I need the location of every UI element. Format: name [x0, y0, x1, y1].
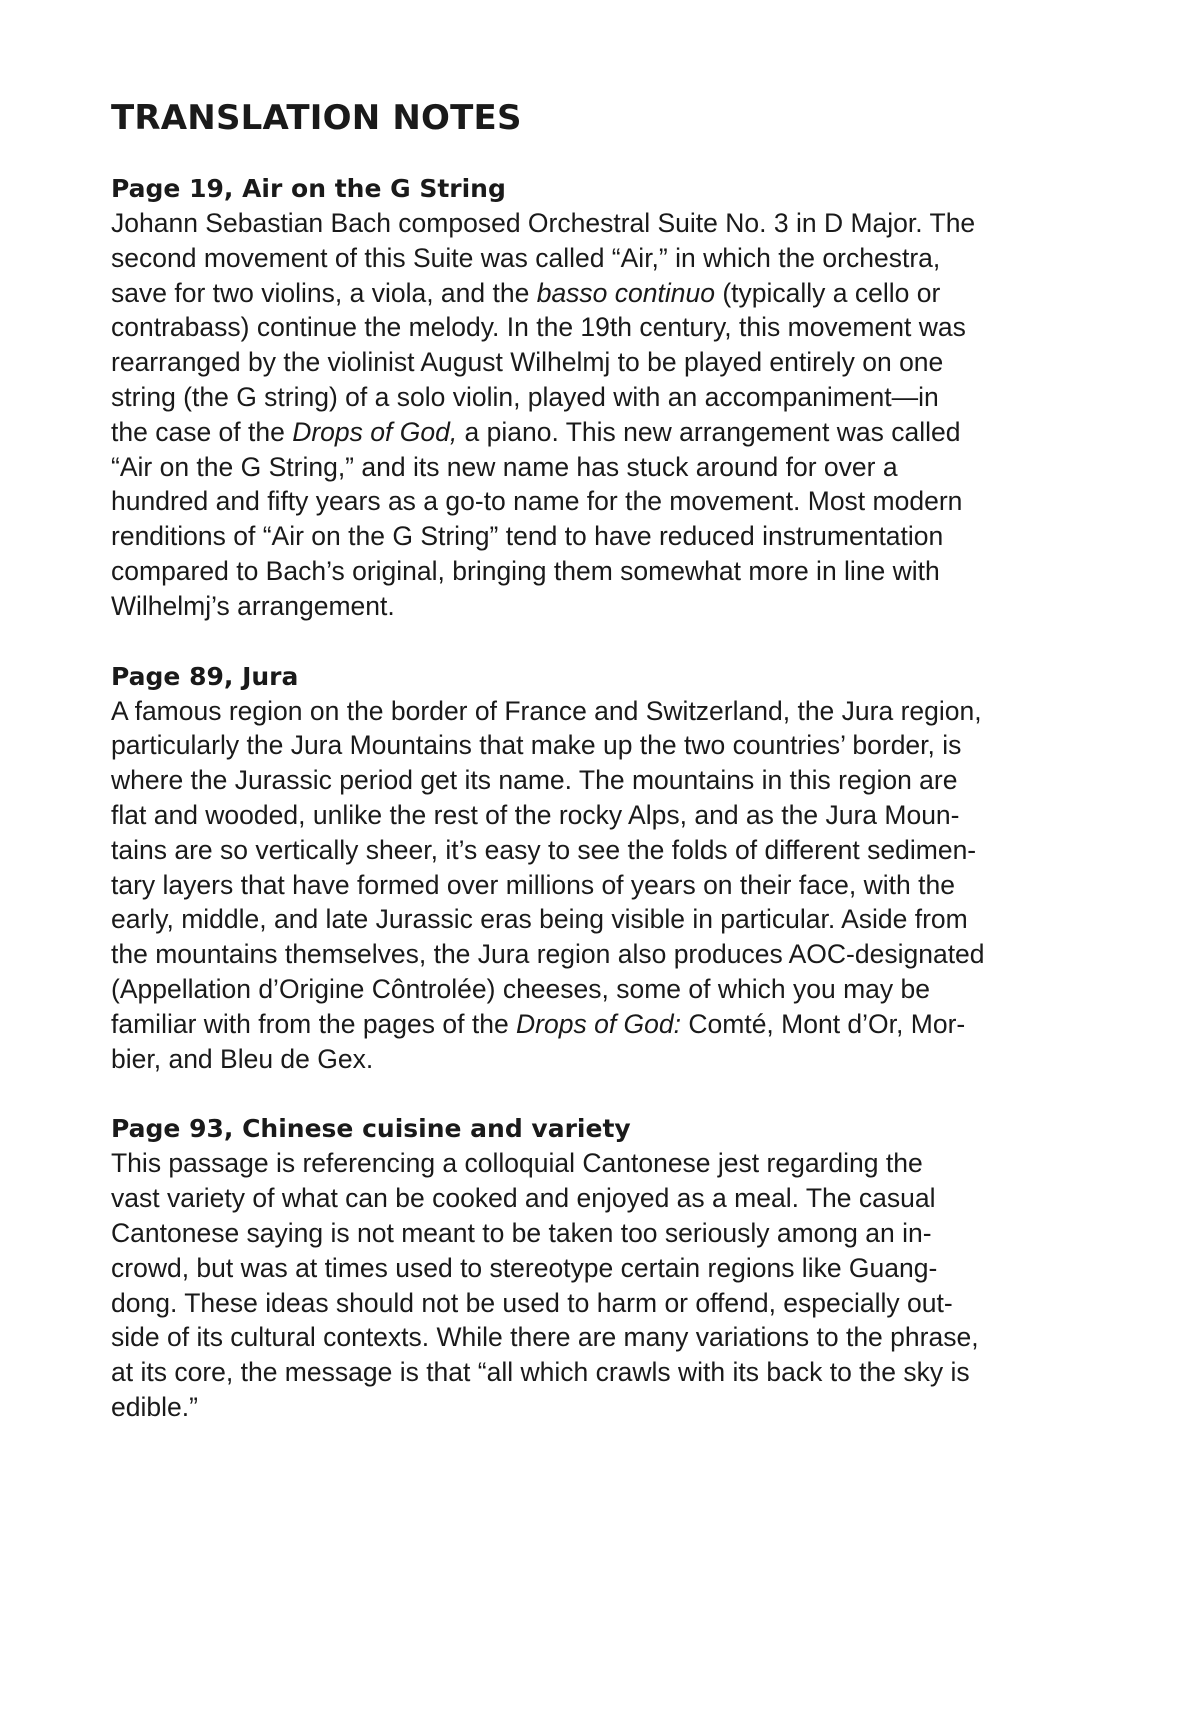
body-text: (typically a cello or: [714, 277, 941, 308]
body-text: Wilhelmj’s arrangement.: [111, 590, 395, 621]
body-text-line: [111, 450, 1111, 485]
section-body: [111, 206, 1111, 624]
body-text-line: [111, 1007, 1111, 1042]
body-text: dong. These ideas should not be used to harm or offend, especially out-: [111, 1287, 953, 1318]
body-text-line: [111, 1251, 1111, 1286]
body-text: hundred and fifty years as a go-to name for the movement. Most modern: [111, 486, 963, 517]
body-text: a piano. This new arrangement was called: [457, 416, 961, 447]
body-text-line: [111, 972, 1111, 1007]
italic-title-text: basso continuo: [536, 277, 715, 308]
body-text-line: [111, 554, 1111, 589]
section-heading: Page 19, Air on the G String: [111, 174, 506, 203]
body-text-line: [111, 276, 1111, 311]
body-text-line: [111, 1181, 1111, 1216]
body-text-line: [111, 763, 1111, 798]
body-text: Comté, Mont d’Or, Mor-: [681, 1008, 966, 1039]
body-text-line: [111, 345, 1111, 380]
body-text-line: [111, 1216, 1111, 1251]
body-text: This passage is referencing a colloquial Cantonese jest regarding the: [111, 1148, 923, 1179]
body-text-line: [111, 1042, 1111, 1077]
body-text-line: [111, 868, 1111, 903]
body-text-line: [111, 415, 1111, 450]
section-body: [111, 1146, 1111, 1424]
italic-title-text: Drops of God:: [516, 1008, 682, 1039]
body-text: tary layers that have formed over millions of years on their face, with the: [111, 869, 955, 900]
note-section-air-on-g-string: [111, 171, 1111, 624]
body-text: Johann Sebastian Bach composed Orchestral Suite No. 3 in D Major. The: [111, 208, 976, 238]
body-text: vast variety of what can be cooked and enjoyed as a meal. The casual: [111, 1183, 936, 1214]
body-text-line: [111, 380, 1111, 415]
note-section-jura: [111, 659, 1111, 1077]
body-text-line: [111, 1286, 1111, 1321]
body-text: crowd, but was at times used to stereotype certain regions like Guang-: [111, 1252, 938, 1283]
body-text-line: [111, 728, 1111, 763]
body-text: at its core, the message is that “all which crawls with its back to the sky is: [111, 1357, 970, 1388]
body-text: Cantonese saying is not meant to be taken too seriously among an in-: [111, 1217, 932, 1248]
body-text-line: [111, 1146, 1111, 1181]
body-text: bier, and Bleu de Gex.: [111, 1043, 374, 1074]
body-text-line: [111, 902, 1111, 937]
body-text: particularly the Jura Mountains that make up the two countries’ border, is: [111, 730, 962, 761]
body-text-line: [111, 694, 1111, 729]
body-text: tains are so vertically sheer, it’s easy to see the folds of different sedimen-: [111, 834, 977, 865]
body-text-line: [111, 937, 1111, 972]
page-title: TRANSLATION NOTES: [111, 98, 522, 138]
body-text: flat and wooded, unlike the rest of the rocky Alps, and as the Jura Moun-: [111, 799, 960, 830]
body-text: rearranged by the violinist August Wilhelmj to be played entirely on one: [111, 347, 944, 378]
body-text: early, middle, and late Jurassic eras being visible in particular. Aside from: [111, 904, 968, 935]
body-text: the case of the: [111, 416, 293, 447]
body-text: edible.”: [111, 1391, 198, 1422]
section-heading: Page 93, Chinese cuisine and variety: [111, 1114, 631, 1144]
body-text: contrabass) continue the melody. In the 19th century, this movement was: [111, 312, 966, 343]
body-text-line: [111, 241, 1111, 276]
body-text-line: [111, 833, 1111, 868]
body-text: second movement of this Suite was called “Air,” in which the orchestra,: [111, 242, 941, 273]
section-body: [111, 694, 1111, 1077]
note-section-chinese-cuisine: [111, 1111, 1111, 1424]
body-text: side of its cultural contexts. While there are many variations to the phrase,: [111, 1322, 979, 1353]
body-text: string (the G string) of a solo violin, played with an accompaniment—in: [111, 381, 939, 412]
document-page: [111, 96, 1111, 1460]
section-heading: Page 89, Jura: [111, 661, 299, 691]
body-text: familiar with from the pages of the: [111, 1008, 517, 1039]
body-text-line: [111, 484, 1111, 519]
italic-title-text: Drops of God,: [292, 416, 458, 447]
body-text-line: [111, 206, 1111, 241]
body-text-line: [111, 1390, 1111, 1425]
body-text: “Air on the G String,” and its new name has stuck around for over a: [111, 451, 898, 482]
body-text: (Appellation d’Origine Côntrolée) cheeses, some of which you may be: [111, 973, 930, 1004]
body-text-line: [111, 798, 1111, 833]
body-text-line: [111, 1355, 1111, 1390]
body-text-line: [111, 519, 1111, 554]
body-text: A famous region on the border of France and Switzerland, the Jura region,: [111, 695, 982, 726]
body-text: where the Jurassic period get its name. The mountains in this region are: [111, 765, 958, 796]
body-text: the mountains themselves, the Jura region also produces AOC-designated: [111, 939, 985, 970]
body-text-line: [111, 1320, 1111, 1355]
body-text-line: [111, 589, 1111, 624]
body-text-line: [111, 310, 1111, 345]
body-text: compared to Bach’s original, bringing them somewhat more in line with: [111, 555, 940, 586]
body-text: save for two violins, a viola, and the: [111, 277, 537, 308]
body-text: renditions of “Air on the G String” tend to have reduced instrumentation: [111, 521, 944, 552]
